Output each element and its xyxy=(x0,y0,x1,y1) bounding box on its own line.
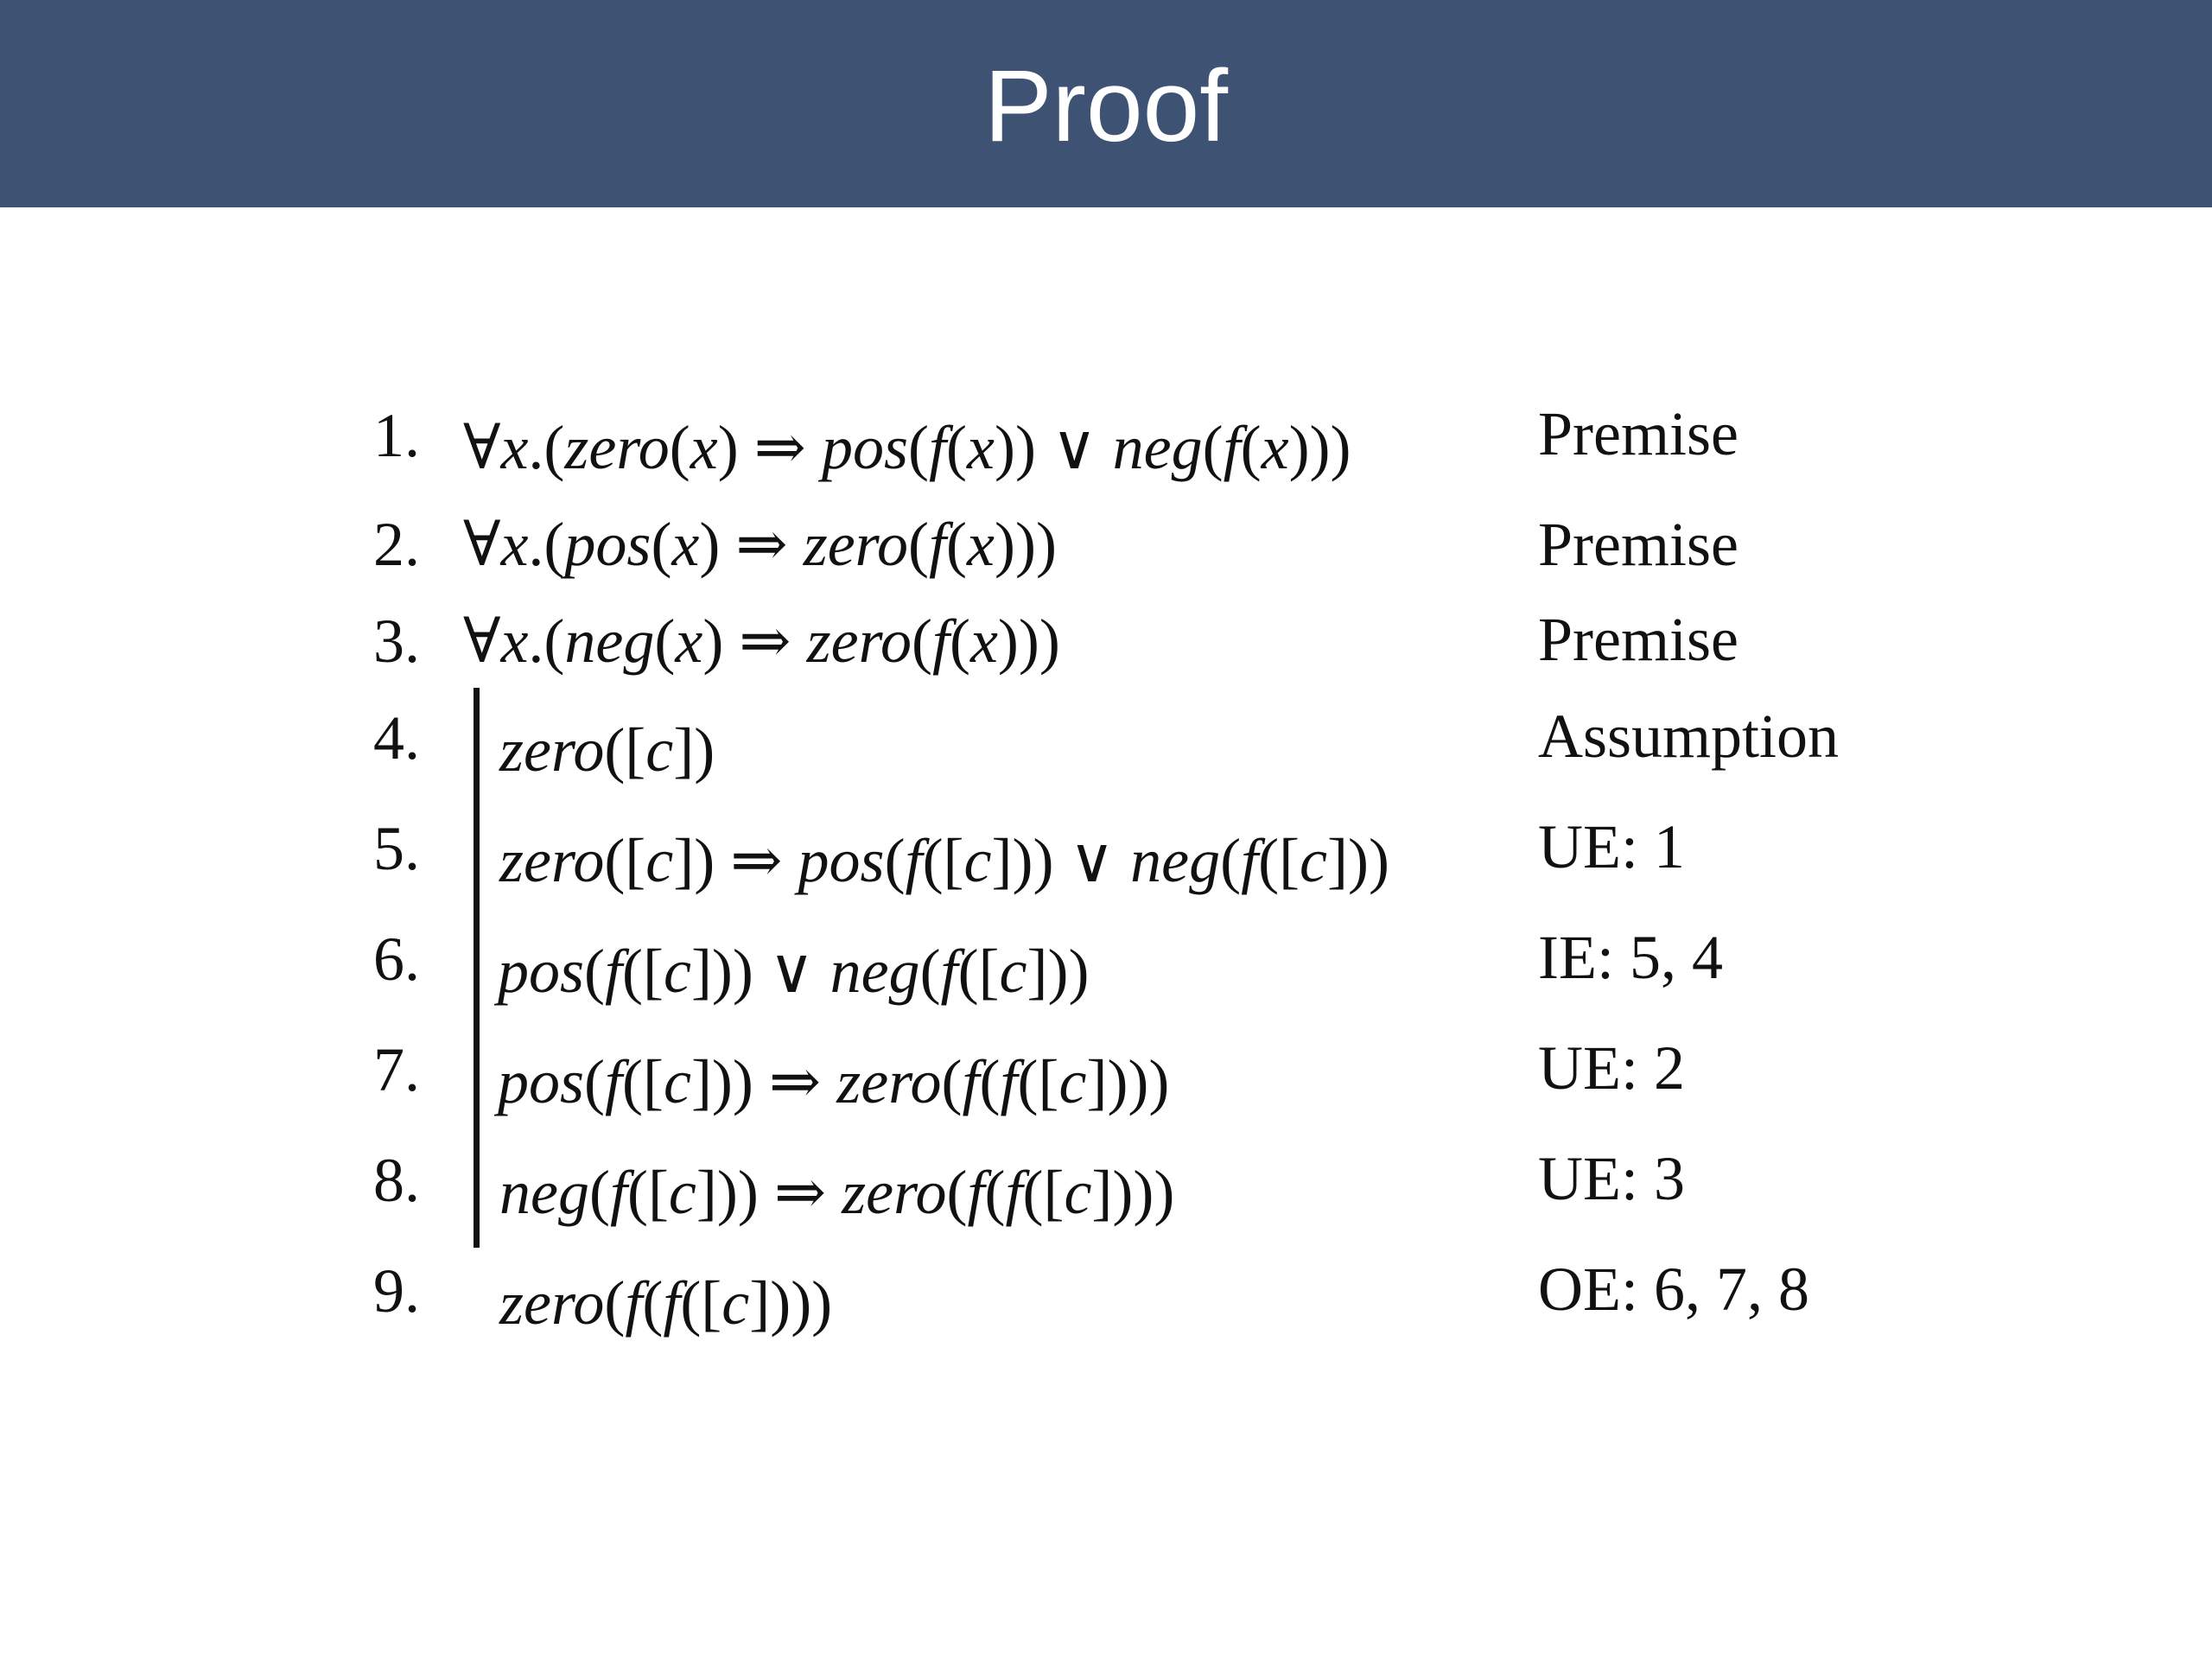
math-symbol: ([ xyxy=(626,1158,669,1227)
math-identifier: pos xyxy=(798,826,885,895)
line-justification: UE: 3 xyxy=(1538,1144,1685,1213)
math-symbol: ]))) xyxy=(1086,1047,1170,1116)
math-identifier: c xyxy=(645,826,674,895)
math-symbol: ([ xyxy=(1022,1158,1065,1227)
math-identifier: f xyxy=(905,826,923,895)
math-symbol: ) ⇒ xyxy=(699,510,804,579)
math-symbol: ])) ∨ xyxy=(991,826,1131,895)
line-formula xyxy=(463,607,1060,676)
math-symbol: ( xyxy=(908,510,930,579)
math-identifier: zero xyxy=(842,1158,947,1227)
math-symbol: ( xyxy=(584,1047,606,1116)
math-symbol: ))) xyxy=(994,510,1057,579)
math-identifier: x xyxy=(1261,413,1289,482)
line-number: 7. xyxy=(373,1035,420,1104)
math-symbol: ))) xyxy=(1288,413,1351,482)
math-symbol: ( xyxy=(654,607,676,676)
math-identifier: zero xyxy=(499,826,605,895)
line-number: 2. xyxy=(373,510,420,579)
math-identifier: f xyxy=(931,607,950,676)
line-justification: Assumption xyxy=(1538,702,1840,771)
math-identifier: neg xyxy=(1130,826,1221,895)
math-identifier: c xyxy=(1064,1158,1092,1227)
math-identifier: f xyxy=(962,1047,980,1116)
math-symbol: ( xyxy=(946,1158,968,1227)
math-symbol: ([ xyxy=(622,1047,664,1116)
line-justification: UE: 2 xyxy=(1538,1033,1685,1103)
math-symbol: ([ xyxy=(1258,826,1300,895)
math-symbol: ( xyxy=(979,1047,1001,1116)
line-number: 9. xyxy=(373,1256,420,1325)
math-symbol: ( xyxy=(884,826,906,895)
math-symbol: ([ xyxy=(1017,1047,1059,1116)
math-identifier: x xyxy=(969,607,998,676)
line-formula xyxy=(499,715,715,785)
line-justification: Premise xyxy=(1538,605,1738,674)
math-identifier: pos xyxy=(498,1047,585,1116)
math-identifier: neg xyxy=(564,607,655,676)
line-number: 6. xyxy=(373,925,420,994)
math-symbol: ) ⇒ xyxy=(717,413,822,482)
math-symbol: ( xyxy=(584,937,606,1006)
math-identifier: zero xyxy=(499,715,605,785)
math-identifier: f xyxy=(605,1047,623,1116)
math-symbol: ([ xyxy=(604,715,646,785)
math-identifier: neg xyxy=(830,937,920,1006)
math-symbol: ( xyxy=(941,1047,963,1116)
math-symbol: ))) xyxy=(997,607,1060,676)
math-identifier: neg xyxy=(1112,413,1203,482)
math-identifier: x xyxy=(675,607,703,676)
math-symbol: ( xyxy=(946,510,968,579)
math-symbol: ]) xyxy=(673,715,715,785)
math-identifier: f xyxy=(967,1158,985,1227)
math-symbol: ])) xyxy=(1327,826,1389,895)
math-symbol: ]))) xyxy=(1091,1158,1175,1227)
math-identifier: c xyxy=(999,937,1027,1006)
math-identifier: x xyxy=(500,413,529,482)
math-symbol: ∀ xyxy=(463,607,501,676)
math-symbol: ])) ⇒ xyxy=(696,1158,842,1227)
math-symbol: ( xyxy=(946,413,968,482)
math-symbol: ])) ⇒ xyxy=(690,1047,837,1116)
math-identifier: c xyxy=(645,715,674,785)
math-symbol: ( xyxy=(908,413,930,482)
math-identifier: f xyxy=(1000,1047,1018,1116)
math-identifier: f xyxy=(929,413,947,482)
math-symbol: ( xyxy=(651,510,672,579)
math-identifier: c xyxy=(668,1158,696,1227)
line-formula xyxy=(463,413,1351,482)
math-identifier: f xyxy=(663,1268,681,1338)
math-identifier: f xyxy=(1241,826,1259,895)
math-symbol: ( xyxy=(919,937,941,1006)
line-formula xyxy=(499,826,1389,895)
math-identifier: x xyxy=(671,510,700,579)
math-symbol: ) ⇒ xyxy=(702,607,807,676)
math-symbol: ( xyxy=(1202,413,1224,482)
math-symbol: ( xyxy=(588,1158,610,1227)
math-identifier: f xyxy=(609,1158,627,1227)
math-identifier: f xyxy=(940,937,958,1006)
math-symbol: ([ xyxy=(680,1268,722,1338)
slide-title: Proof xyxy=(983,49,1229,163)
line-number: 8. xyxy=(373,1146,420,1215)
line-justification: OE: 6, 7, 8 xyxy=(1538,1255,1809,1324)
line-formula xyxy=(498,937,1090,1006)
math-identifier: pos xyxy=(498,937,585,1006)
math-identifier: x xyxy=(967,510,995,579)
math-symbol: ([ xyxy=(957,937,1000,1006)
math-symbol: ]))) xyxy=(749,1268,833,1338)
math-identifier: x xyxy=(967,413,995,482)
line-formula xyxy=(499,1268,833,1338)
math-identifier: pos xyxy=(564,510,652,579)
math-symbol: ([ xyxy=(622,937,664,1006)
math-identifier: x xyxy=(500,607,529,676)
math-identifier: c xyxy=(663,937,691,1006)
math-identifier: zero xyxy=(836,1047,942,1116)
math-symbol: ])) xyxy=(1027,937,1090,1006)
line-number: 4. xyxy=(373,703,420,772)
math-symbol: .( xyxy=(528,510,565,579)
math-identifier: zero xyxy=(803,510,909,579)
math-identifier: c xyxy=(721,1268,750,1338)
line-number: 1. xyxy=(373,401,420,470)
math-symbol: ( xyxy=(642,1268,664,1338)
math-identifier: c xyxy=(963,826,992,895)
math-identifier: c xyxy=(1300,826,1328,895)
math-symbol: ])) ∨ xyxy=(690,937,830,1006)
math-symbol: ]) ⇒ xyxy=(673,826,798,895)
math-identifier: f xyxy=(605,937,623,1006)
math-identifier: x xyxy=(500,510,529,579)
math-symbol: ( xyxy=(669,413,690,482)
line-number: 5. xyxy=(373,814,420,883)
math-identifier: neg xyxy=(499,1158,589,1227)
line-formula xyxy=(498,1047,1170,1116)
math-symbol: ([ xyxy=(604,826,646,895)
line-number: 3. xyxy=(373,607,420,676)
math-symbol: ( xyxy=(911,607,932,676)
math-identifier: f xyxy=(1223,413,1241,482)
math-identifier: x xyxy=(690,413,718,482)
line-justification: Premise xyxy=(1538,510,1738,579)
math-identifier: zero xyxy=(806,607,912,676)
math-symbol: ( xyxy=(1240,413,1262,482)
math-identifier: zero xyxy=(499,1268,605,1338)
line-formula xyxy=(499,1158,1175,1227)
math-symbol: ( xyxy=(604,1268,626,1338)
math-identifier: pos xyxy=(822,413,909,482)
math-symbol: ( xyxy=(949,607,970,676)
math-identifier: c xyxy=(663,1047,691,1116)
math-identifier: f xyxy=(625,1268,643,1338)
line-justification: IE: 5, 4 xyxy=(1538,923,1723,992)
math-symbol: ( xyxy=(984,1158,1006,1227)
math-symbol: .( xyxy=(528,607,565,676)
math-symbol: ∀ xyxy=(463,510,501,579)
math-identifier: f xyxy=(1005,1158,1023,1227)
line-justification: UE: 1 xyxy=(1538,812,1685,881)
math-symbol: ( xyxy=(1220,826,1242,895)
line-justification: Premise xyxy=(1538,399,1738,468)
math-identifier: f xyxy=(929,510,947,579)
math-symbol: ([ xyxy=(922,826,964,895)
math-identifier: c xyxy=(1058,1047,1087,1116)
math-identifier: zero xyxy=(564,413,670,482)
math-symbol: .( xyxy=(528,413,565,482)
math-symbol: )) ∨ xyxy=(994,413,1113,482)
subproof-bar xyxy=(474,688,480,1248)
math-symbol: ∀ xyxy=(463,413,501,482)
line-formula xyxy=(463,510,1057,579)
